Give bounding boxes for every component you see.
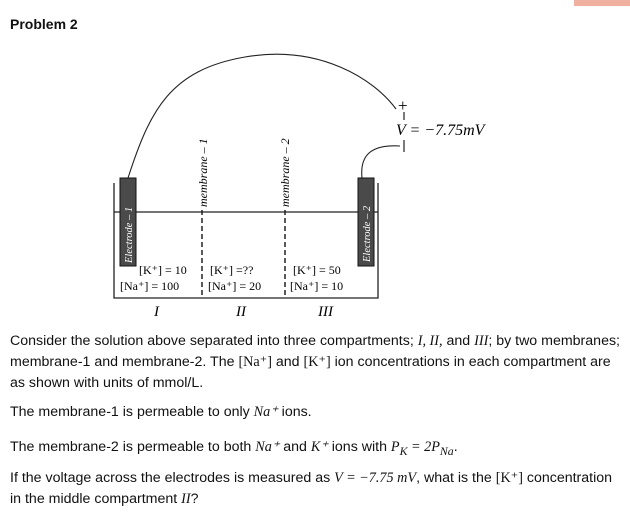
p3-text-c: ions with <box>327 439 391 455</box>
p3-text-d: . <box>453 439 458 455</box>
p1-text-b: and <box>442 333 475 349</box>
p3-text-b: and <box>279 439 311 455</box>
p3-text-a: The membrane-2 is permeable to both <box>10 439 256 455</box>
compartment-3-na: [Na⁺] = 10 <box>290 279 344 293</box>
p3-math-pna: = 2P <box>407 439 440 455</box>
p3-math-pk: P <box>390 439 400 455</box>
p4-text-a: If the voltage across the electrodes is measured as <box>10 470 335 486</box>
p2-text-a: The membrane-1 is permeable to only <box>10 404 254 420</box>
p4-text-c: concentration in the middle compartment <box>10 470 613 507</box>
p3-math-k: K⁺ <box>310 439 328 455</box>
membrane-2-label: membrane – 2 <box>278 138 292 207</box>
p4-text-d: ? <box>190 491 199 507</box>
compartment-2-label: II <box>236 304 246 320</box>
p1-math-k: [K⁺] <box>303 354 331 370</box>
p4-math-k: [K⁺] <box>495 470 523 486</box>
p3-math-pk-sub: K <box>399 443 408 458</box>
electrode-1-label: Electrode – 1 <box>124 206 135 263</box>
compartment-1-k: [K⁺] = 10 <box>139 263 187 277</box>
p1-text-a: Consider the solution above separated into three compartments; <box>10 333 418 349</box>
wire-positive <box>128 54 396 178</box>
p1-math-compartments: I, II, <box>417 333 443 349</box>
p4-math-compartment-2: II <box>181 491 191 507</box>
compartment-3-label: III <box>318 304 333 320</box>
compartment-1-na: [Na⁺] = 100 <box>120 279 180 293</box>
compartment-3-k: [K⁺] = 50 <box>293 263 341 277</box>
compartment-2-na: [Na⁺] = 20 <box>208 279 262 293</box>
p4-text-b: , what is the <box>416 470 496 486</box>
membrane-1-label: membrane – 1 <box>196 138 210 207</box>
p1-math-compartment-3: III <box>474 333 489 349</box>
p1-text-c: ; by two membranes; membrane-1 and membrane-2. The <box>10 333 620 370</box>
p3-math-pna-sub: Na <box>439 443 454 458</box>
p1-text-e: ion concentrations in each compartment are as shown with units of mmol/L. <box>10 354 611 391</box>
compartment-2-k: [K⁺] =?? <box>210 263 254 277</box>
p2-math-na: Na⁺ <box>253 404 278 420</box>
compartment-1-label: I <box>154 304 159 320</box>
p2-text-b: ions. <box>277 404 312 420</box>
wire-negative <box>362 146 400 178</box>
electrode-2-label: Electrode – 2 <box>362 205 373 262</box>
paragraph-membrane-2 <box>10 437 620 462</box>
p3-math-na: Na⁺ <box>255 439 280 455</box>
paragraph-setup <box>10 331 620 394</box>
problem-title: Problem 2 <box>10 16 78 32</box>
paragraph-membrane-1 <box>10 402 620 423</box>
p1-text-d: and <box>271 354 304 370</box>
p1-math-na: [Na⁺] <box>238 354 272 370</box>
paragraph-question <box>10 468 620 510</box>
p4-math-voltage: V = −7.75 mV <box>334 470 417 486</box>
plus-sign: + <box>398 96 408 115</box>
voltage-label: V = −7.75mV <box>396 122 485 139</box>
